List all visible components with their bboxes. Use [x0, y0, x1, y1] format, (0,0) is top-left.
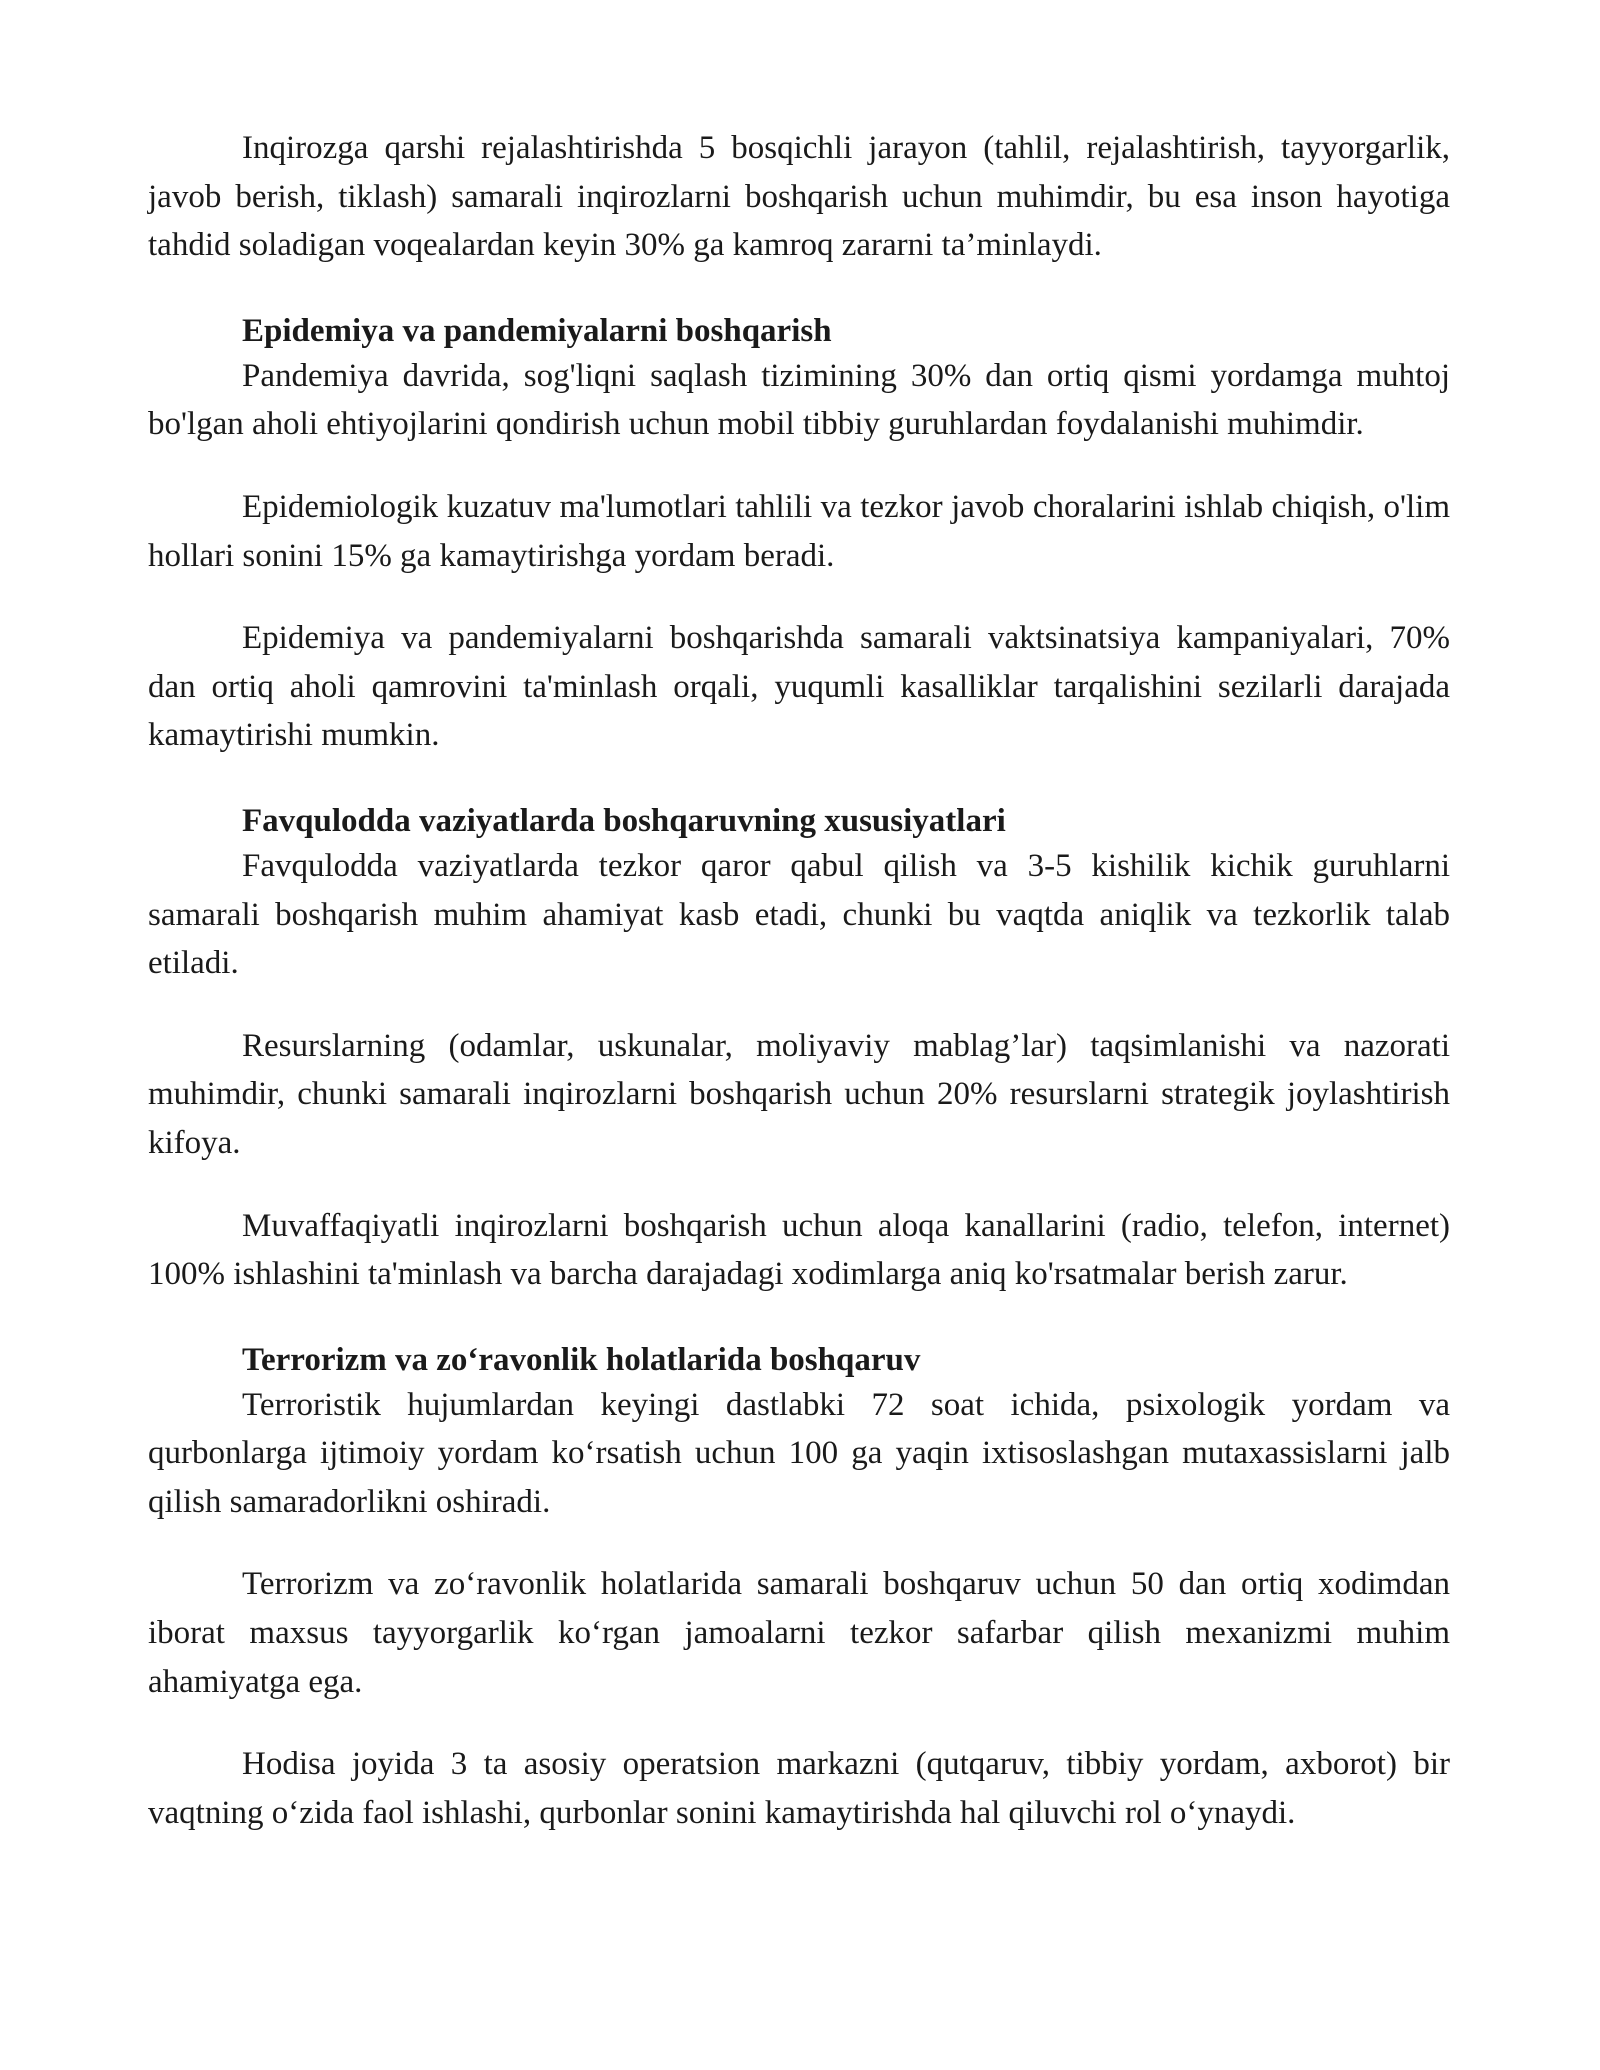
document-page [148, 124, 1450, 1837]
section-terrorism [148, 1339, 1450, 1838]
section-heading: Epidemiya va pandemiyalarni boshqarish [242, 312, 832, 349]
intro-paragraph: Inqirozga qarshi rejalashtirishda 5 bosqichli jarayon (tahlil, rejalashtirish, tayyorgarlik, javob berish, tiklash) samarali inqirozlarni boshqarish uchun muhimdir, bu esa inson hayotiga tahdid soladigan voqealardan keyin 30% ga kamroq zararni ta’minlaydi. [148, 130, 1450, 264]
body-paragraph: Favqulodda vaziyatlarda tezkor qaror qabul qilish va 3-5 kishilik kichik guruhlarni samarali boshqarish muhim ahamiyat kasb etadi, chunki bu vaqtda aniqlik va tezkorlik talab etiladi. [148, 847, 1450, 982]
body-paragraph: Terroristik hujumlardan keyingi dastlabki 72 soat ichida, psixologik yordam va qurbonlarga ijtimoiy yordam koʻrsatish uchun 100 ga yaqin ixtisoslashgan mutaxassislarni jalb qilish samaradorlikni oshiradi. [148, 1386, 1450, 1520]
section-heading: Terrorizm va zoʻravonlik holatlarida boshqaruv [242, 1341, 921, 1378]
body-paragraph: Epidemiya va pandemiyalarni boshqarishda samarali vaktsinatsiya kampaniyalari, 70% dan ortiq aholi qamrovini ta'minlash orqali, yuqumli kasalliklar tarqalishini sezilarli darajada kamaytirishi mumkin. [148, 620, 1450, 754]
section-epidemics [148, 310, 1450, 760]
section-emergency-management [148, 800, 1450, 1299]
body-paragraph: Hodisa joyida 3 ta asosiy operatsion markazni (qutqaruv, tibbiy yordam, axborot) bir vaqtning oʻzida faol ishlashi, qurbonlar sonini kamaytirishda hal qiluvchi rol oʻynaydi. [148, 1746, 1450, 1831]
body-paragraph: Terrorizm va zoʻravonlik holatlarida samarali boshqaruv uchun 50 dan ortiq xodimdan iborat maxsus tayyorgarlik koʻrgan jamoalarni tezkor safarbar qilish mexanizmi muhim ahamiyatga ega. [148, 1566, 1450, 1700]
section-heading: Favqulodda vaziyatlarda boshqaruvning xususiyatlari [242, 802, 1006, 839]
body-paragraph: Pandemiya davrida, sog'liqni saqlash tizimining 30% dan ortiq qismi yordamga muhtoj bo'lgan aholi ehtiyojlarini qondirish uchun mobil tibbiy guruhlardan foydalanishi muhimdir. [148, 357, 1450, 443]
body-paragraph: Muvaffaqiyatli inqirozlarni boshqarish uchun aloqa kanallarini (radio, telefon, internet) 100% ishlashini ta'minlash va barcha darajadagi xodimlarga aniq ko'rsatmalar berish zarur. [148, 1207, 1450, 1293]
body-paragraph: Resurslarning (odamlar, uskunalar, moliyaviy mablag’lar) taqsimlanishi va nazorati muhimdir, chunki samarali inqirozlarni boshqarish uchun 20% resurslarni strategik joylashtirish kifoya. [148, 1027, 1450, 1161]
body-paragraph: Epidemiologik kuzatuv ma'lumotlari tahlili va tezkor javob choralarini ishlab chiqish, o'lim hollari sonini 15% ga kamaytirishga yordam beradi. [148, 488, 1450, 574]
